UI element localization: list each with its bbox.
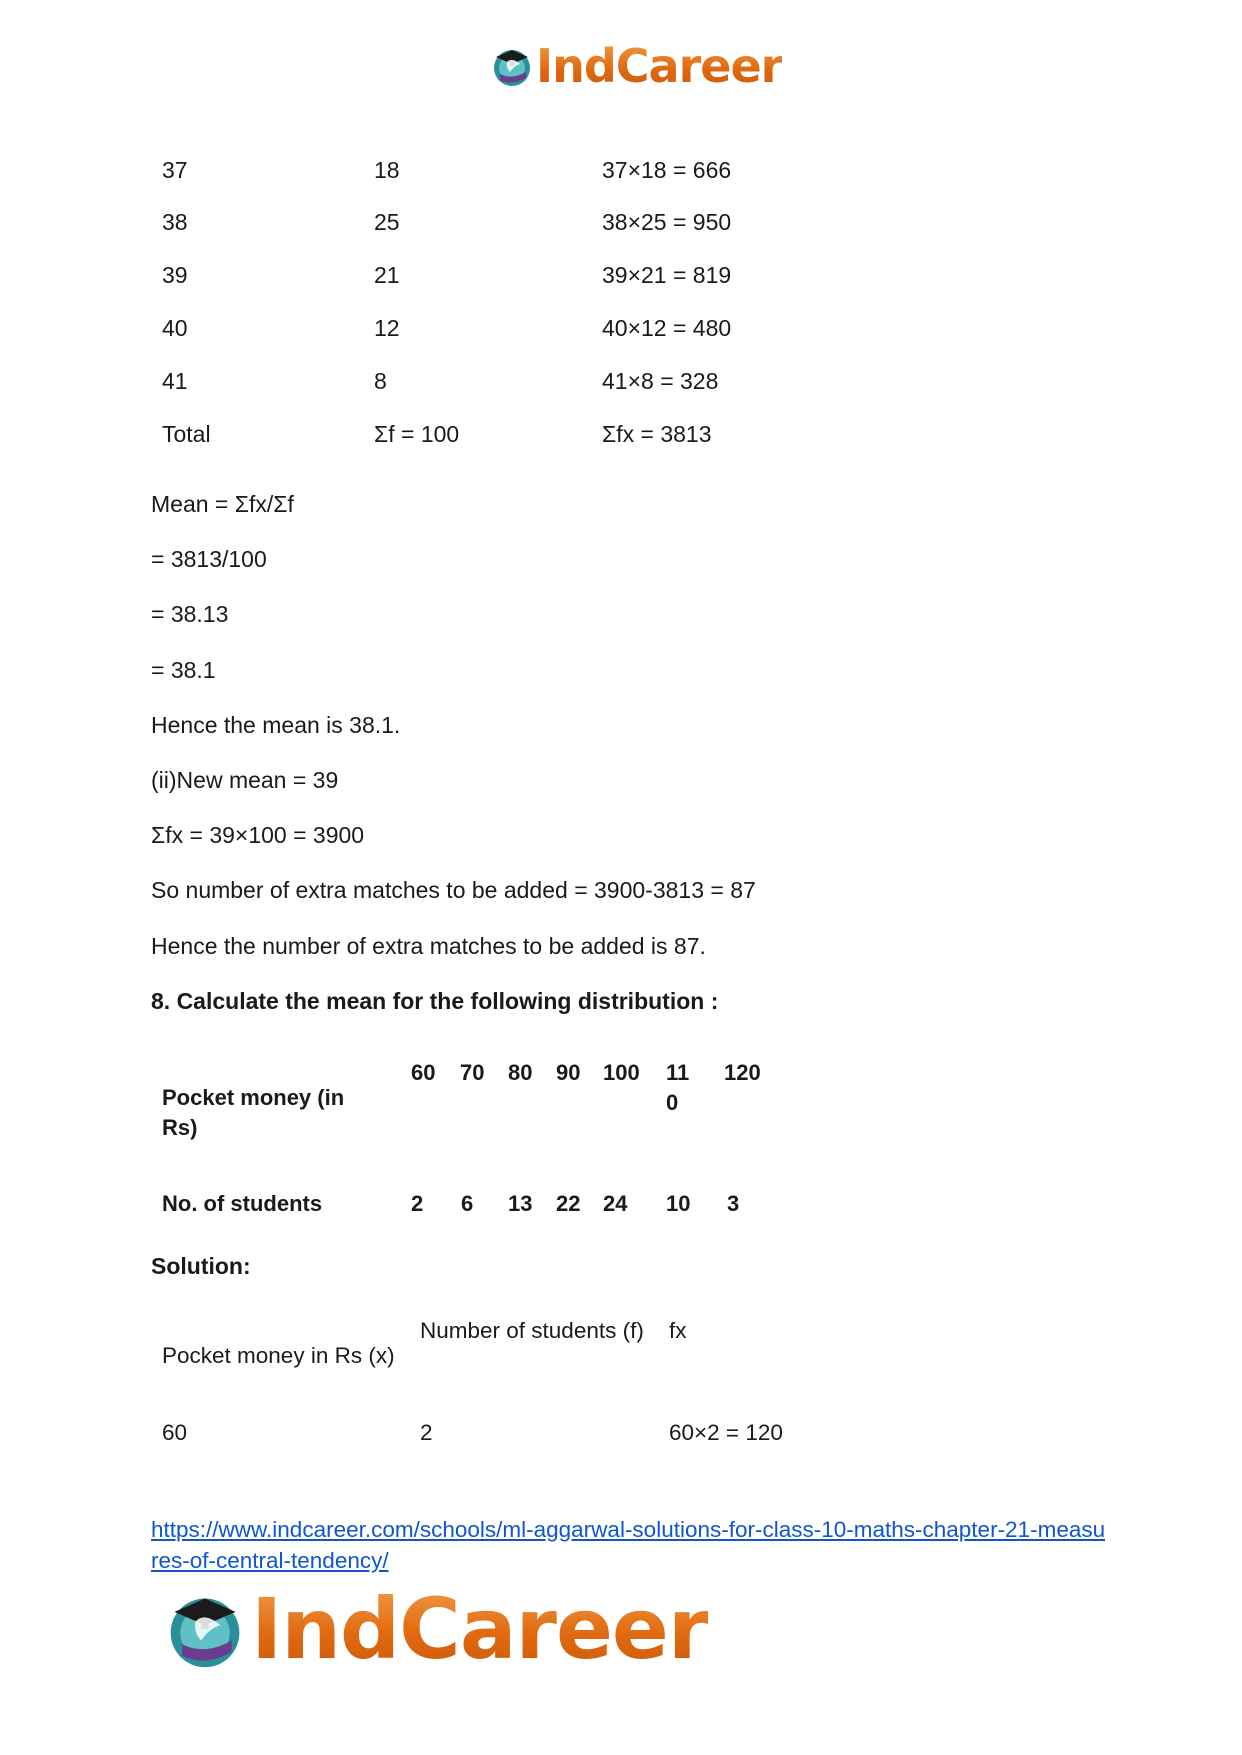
- graduation-globe-icon: [163, 1587, 247, 1671]
- brand-name: IndCareer: [536, 39, 783, 93]
- table-cell: 70: [460, 1060, 485, 1085]
- table-cell: 60: [411, 1060, 436, 1085]
- table-cell: 0: [666, 1090, 679, 1115]
- table-cell: 40×12 = 480: [602, 315, 732, 341]
- text-line: Σfx = 39×100 = 3900: [151, 822, 365, 848]
- table-cell: 39: [162, 262, 188, 288]
- table-cell: 2: [420, 1420, 433, 1445]
- text-line: = 3813/100: [151, 546, 267, 572]
- table-cell: 12: [374, 315, 400, 341]
- text-line: (ii)New mean = 39: [151, 767, 339, 793]
- table-cell: 100: [603, 1060, 640, 1085]
- source-link[interactable]: https://www.indcareer.com/schools/ml-aggarwal-solutions-for-class-10-maths-chapter-21-measures-of-central-tendency/: [151, 1517, 1106, 1573]
- table-cell: 21: [374, 262, 400, 288]
- row-label: Pocket money (in: [162, 1085, 345, 1110]
- table-cell: 18: [374, 157, 400, 183]
- table-cell: 8: [374, 368, 387, 394]
- table-cell: 10: [666, 1191, 691, 1216]
- table-cell: 38×25 = 950: [602, 209, 732, 235]
- table-cell: 37×18 = 666: [602, 157, 732, 183]
- table-cell: 120: [724, 1060, 761, 1085]
- table-cell: 41×8 = 328: [602, 368, 719, 394]
- table-header: fx: [669, 1318, 687, 1343]
- table-header: Pocket money in Rs (x): [162, 1343, 395, 1368]
- table-cell: Σfx = 3813: [602, 421, 712, 447]
- table-cell: 60×2 = 120: [669, 1420, 783, 1445]
- table-cell: 22: [556, 1191, 581, 1216]
- table-cell: 2: [411, 1191, 424, 1216]
- table-cell: 60: [162, 1420, 188, 1445]
- table-cell: 6: [461, 1191, 474, 1216]
- row-label: No. of students: [162, 1191, 323, 1216]
- text-line: Hence the mean is 38.1.: [151, 712, 401, 738]
- text-line: = 38.1: [151, 657, 216, 683]
- table-cell: 90: [556, 1060, 581, 1085]
- row-label: Rs): [162, 1115, 198, 1140]
- table-cell: 37: [162, 157, 188, 183]
- question-heading: 8. Calculate the mean for the following distribution :: [151, 988, 719, 1014]
- text-line: So number of extra matches to be added = 3900-3813 = 87: [151, 877, 756, 903]
- graduation-globe-icon: [490, 44, 534, 88]
- text-line: Hence the number of extra matches to be added is 87.: [151, 933, 706, 959]
- table-cell: 39×21 = 819: [602, 262, 732, 288]
- table-cell: 24: [603, 1191, 628, 1216]
- table-cell: Total: [162, 421, 211, 447]
- header-logo: [490, 40, 782, 92]
- table-cell: 11: [666, 1060, 690, 1085]
- table-cell: 40: [162, 315, 188, 341]
- table-cell: 80: [508, 1060, 533, 1085]
- table-cell: 41: [162, 368, 188, 394]
- table-header: Number of students (f): [420, 1318, 644, 1343]
- footer-logo: [163, 1580, 709, 1678]
- brand-name: IndCareer: [251, 1580, 709, 1678]
- table-cell: 13: [508, 1191, 533, 1216]
- table-cell: 25: [374, 209, 400, 235]
- text-line: Mean = Σfx/Σf: [151, 491, 294, 517]
- text-line: = 38.13: [151, 601, 229, 627]
- table-cell: 3: [727, 1191, 740, 1216]
- solution-label: Solution:: [151, 1253, 251, 1279]
- table-cell: 38: [162, 209, 188, 235]
- table-cell: Σf = 100: [374, 421, 460, 447]
